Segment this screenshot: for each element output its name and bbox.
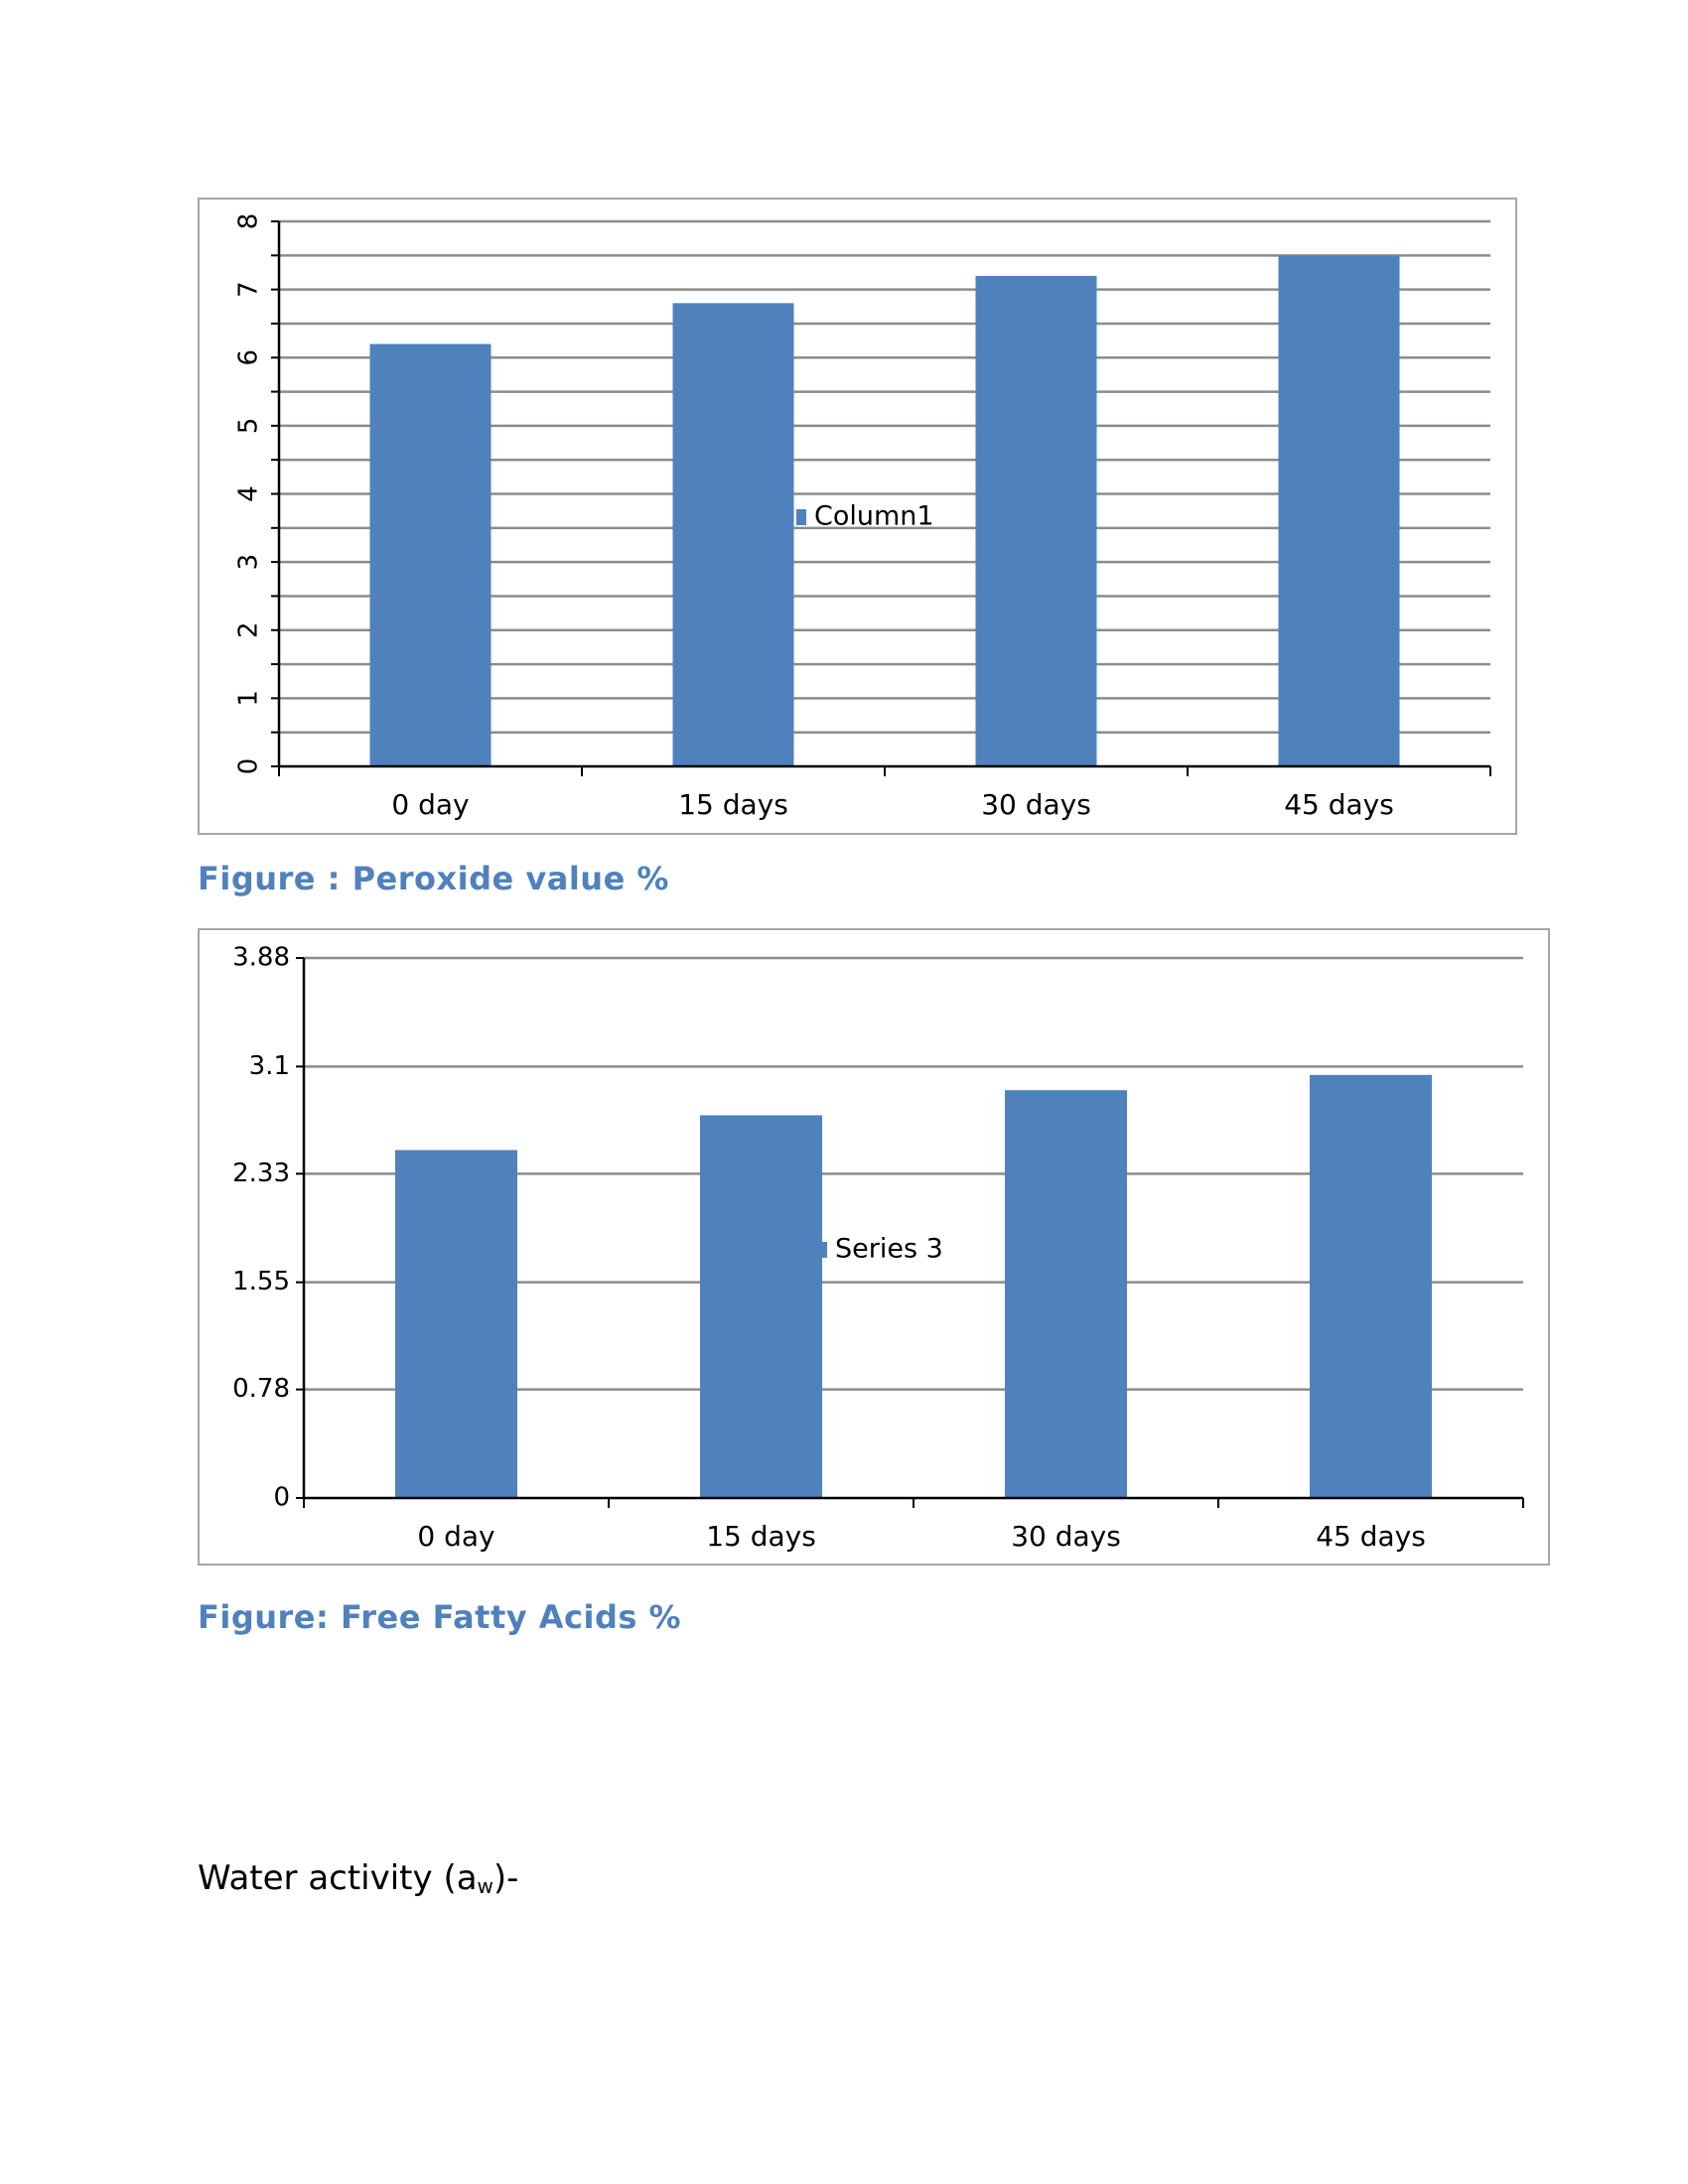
y-tick-label: 4 <box>233 485 264 502</box>
y-tick-label: 2 <box>233 621 264 639</box>
y-tick-label: 0 <box>233 757 264 775</box>
y-tick-label: 5 <box>233 417 264 435</box>
bar-0-day <box>370 344 492 766</box>
legend-swatch <box>817 1242 827 1258</box>
figure-caption-peroxide: Figure : Peroxide value % <box>198 860 669 897</box>
water-activity-suffix: )- <box>492 1858 519 1898</box>
peroxide-value-chart-svg <box>200 200 1515 833</box>
y-tick-label: 7 <box>233 281 264 298</box>
y-tick-label: 3 <box>233 553 264 571</box>
y-tick-label: 6 <box>233 348 264 366</box>
bar-15-days <box>673 303 794 766</box>
legend <box>796 501 934 532</box>
y-tick-label: 3.88 <box>232 942 290 973</box>
x-tick-label: 45 days <box>1316 1520 1426 1553</box>
bar-15-days <box>700 1115 822 1498</box>
x-tick-label: 30 days <box>1011 1520 1121 1553</box>
x-tick-label: 15 days <box>678 788 788 821</box>
x-tick-label: 0 day <box>391 788 470 821</box>
y-tick-label: 1.55 <box>232 1267 290 1297</box>
water-activity-heading <box>198 1858 518 1898</box>
water-activity-prefix: Water activity (a <box>198 1858 478 1898</box>
x-tick-label: 0 day <box>417 1520 495 1553</box>
x-tick-label: 15 days <box>706 1520 816 1553</box>
free-fatty-acids-chart-svg <box>200 930 1548 1564</box>
x-tick-label: 45 days <box>1284 788 1394 821</box>
peroxide-value-chart <box>198 198 1517 835</box>
bar-30-days <box>976 276 1097 766</box>
legend-label: Column1 <box>814 500 934 532</box>
y-tick-label: 1 <box>233 690 264 707</box>
water-activity-subscript: w <box>477 1874 493 1898</box>
y-tick-label: 0 <box>273 1482 290 1513</box>
figure-caption-free-fatty-acids: Figure: Free Fatty Acids % <box>198 1598 682 1636</box>
x-tick-label: 30 days <box>981 788 1091 821</box>
bar-45-days <box>1279 255 1400 766</box>
legend <box>817 1234 943 1265</box>
y-tick-label: 8 <box>233 212 264 230</box>
legend-label: Series 3 <box>835 1233 943 1265</box>
y-tick-label: 2.33 <box>232 1158 290 1188</box>
y-tick-label: 0.78 <box>232 1374 290 1405</box>
bar-30-days <box>1005 1090 1127 1498</box>
bar-0-day <box>395 1150 517 1498</box>
legend-swatch <box>796 509 806 525</box>
free-fatty-acids-chart <box>198 928 1550 1566</box>
bar-45-days <box>1310 1075 1432 1498</box>
y-tick-label: 3.1 <box>248 1050 290 1081</box>
